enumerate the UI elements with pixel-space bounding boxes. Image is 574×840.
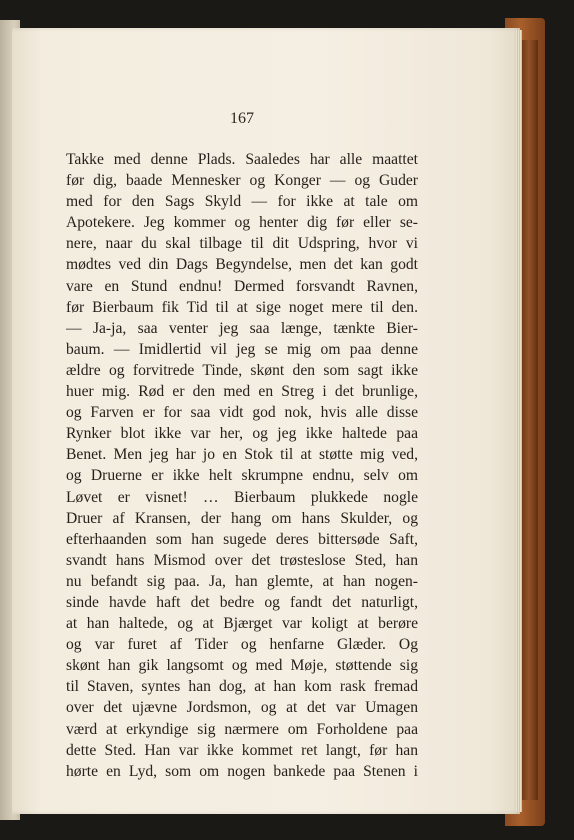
text-line: før Bierbaum fik Tid til at sige noget mere til den. — [66, 298, 418, 316]
page-stack-edges — [516, 30, 522, 812]
text-line: huer mig. Rød er den med en Streg i det brunlige, — [66, 383, 418, 401]
text-line: at han haltede, og at Bjærget var koligt at berøre — [66, 615, 418, 633]
text-line: hørte en Lyd, som om nogen bankede paa Stenen i — [66, 762, 418, 780]
text-line: Benet. Men jeg har jo en Stok til at støtte mig ved, — [66, 446, 418, 464]
text-line: vare en Stund endnu! Dermed forsvandt Ravnen, — [66, 277, 418, 295]
text-line: nu befandt sig paa. Ja, han glemte, at han nogen- — [66, 572, 418, 590]
text-line: svandt hans Mismod over det trøsteslose Sted, han — [66, 551, 418, 569]
text-line: til Staven, syntes han dog, at han kom rask fremad — [66, 678, 418, 696]
text-line: Druer af Kransen, der hang om hans Skulder, og — [66, 509, 418, 527]
text-line: — Ja-ja, saa venter jeg saa længe, tænkte Bier- — [66, 319, 418, 337]
text-line: Løvet er visnet! … Bierbaum plukkede nogle — [66, 488, 418, 506]
text-line: over det ujævne Jordsmon, og at det var Umagen — [66, 699, 418, 717]
text-line: og Druerne er ikke helt skrumpne endnu, selv om — [66, 467, 418, 485]
text-line: værd at erkyndige sig nærmere om Forholdene paa — [66, 720, 418, 738]
text-line: med for den Sags Skyld — for ikke at tale om — [66, 193, 418, 211]
body-text — [66, 149, 418, 782]
text-line: skønt han gik langsomt og med Møje, støttende sig — [66, 657, 418, 675]
book-page — [12, 28, 520, 814]
text-line: Apotekere. Jeg kommer og henter dig før eller se- — [66, 214, 418, 232]
text-line: Takke med denne Plads. Saaledes har alle maattet — [66, 151, 418, 168]
text-line: og var furet af Tider og henfarne Glæder. Og — [66, 636, 418, 654]
text-line: baum. — Imidlertid vil jeg se mig om paa denne — [66, 340, 418, 358]
text-line: efterhaanden som han sugede deres bittersøde Saft, — [66, 530, 418, 548]
text-line: sinde havde haft det bedre og fandt det naturligt, — [66, 593, 418, 611]
text-line: ældre og forvitrede Tinde, skønt den som sagt ikke — [66, 361, 418, 379]
book-spine-strip — [520, 40, 538, 800]
text-line: Rynker blot ikke var her, og jeg ikke haltede paa — [66, 425, 418, 443]
text-line: og Farven er for saa vidt god nok, hvis alle disse — [66, 404, 418, 422]
text-line: mødtes ved din Dags Begyndelse, men det kan godt — [66, 256, 418, 274]
page-number: 167 — [230, 110, 254, 127]
text-line: nere, naar du skal tilbage til dit Udspring, hvor vi — [66, 235, 418, 253]
text-line: før dig, baade Mennesker og Konger — og Guder — [66, 172, 418, 190]
text-line: dette Sted. Han var ikke kommet ret langt, før han — [66, 741, 418, 759]
